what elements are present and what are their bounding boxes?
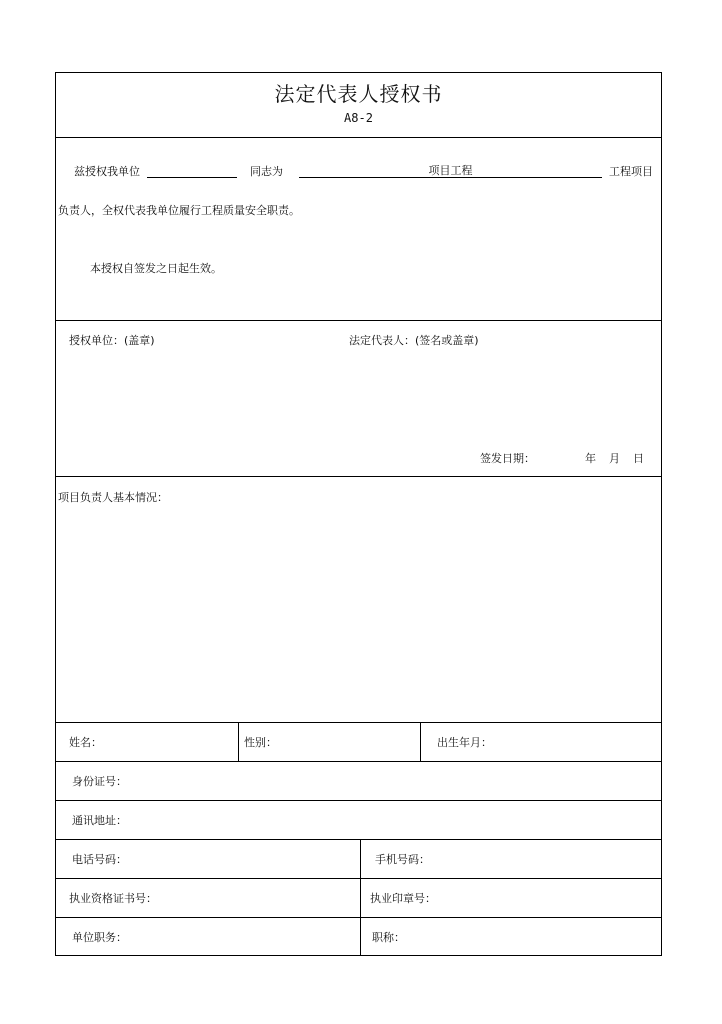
phone-label: 电话号码：: [72, 853, 127, 866]
legal-rep-label: 法定代表人：(签名或盖章): [349, 334, 479, 347]
divider: [56, 878, 661, 879]
date-month: 月: [609, 452, 620, 465]
birth-label: 出生年月：: [437, 736, 492, 749]
date-day: 日: [633, 452, 644, 465]
divider: [56, 320, 661, 321]
issue-date-label: 签发日期：: [480, 452, 535, 465]
cell-divider: [360, 839, 361, 956]
auth-comrade: 同志为: [250, 165, 283, 178]
divider: [56, 722, 661, 723]
auth-line2: 负责人，全权代表我单位履行工程质量安全职责。: [58, 204, 300, 217]
divider: [56, 761, 661, 762]
auth-prefix: 兹授权我单位: [74, 165, 140, 178]
cell-divider: [420, 722, 421, 761]
gender-label: 性别：: [244, 736, 277, 749]
divider: [56, 917, 661, 918]
form-code: A8-2: [344, 111, 373, 125]
name-label: 姓名：: [69, 736, 102, 749]
unit-blank-field[interactable]: [147, 177, 237, 178]
divider: [56, 137, 661, 138]
seal-number-label: 执业印章号：: [370, 892, 436, 905]
divider: [56, 800, 661, 801]
divider: [56, 476, 661, 477]
professional-title-label: 职称：: [372, 931, 405, 944]
page-title: 法定代表人授权书: [274, 82, 443, 106]
auth-line3: 本授权自签发之日起生效。: [90, 262, 222, 275]
address-label: 通讯地址：: [72, 814, 127, 827]
cert-number-label: 执业资格证书号：: [69, 892, 157, 905]
divider: [56, 839, 661, 840]
date-year: 年: [585, 452, 596, 465]
authorizing-unit-label: 授权单位：(盖章): [69, 334, 155, 347]
cell-divider: [238, 722, 239, 761]
position-label: 单位职务：: [72, 931, 127, 944]
id-number-label: 身份证号：: [72, 775, 127, 788]
basic-info-label: 项目负责人基本情况：: [58, 491, 168, 504]
mobile-label: 手机号码：: [375, 853, 430, 866]
authorization-form: [55, 72, 662, 956]
project-name-value: 项目工程: [428, 164, 473, 177]
auth-suffix: 工程项目: [609, 165, 653, 178]
